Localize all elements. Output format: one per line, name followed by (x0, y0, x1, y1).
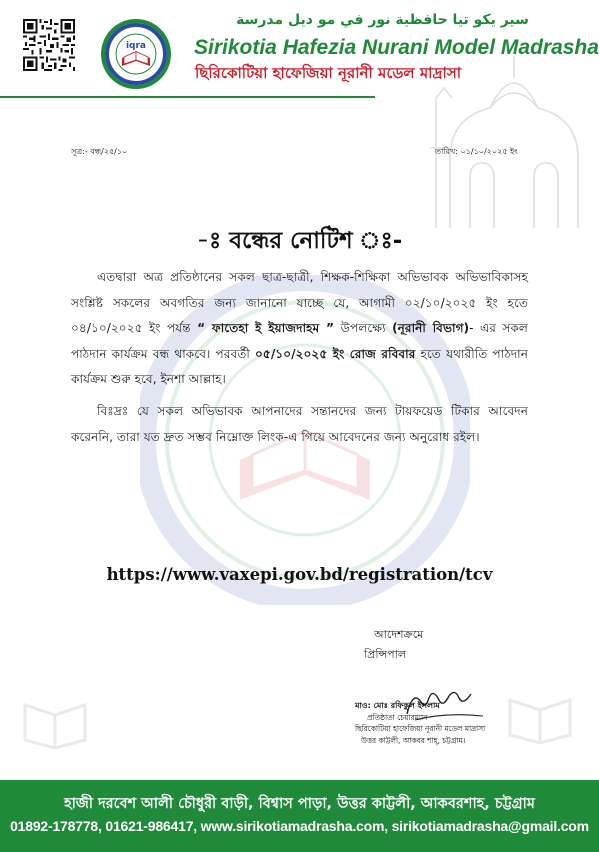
notice-date: তারিখ: ০১/১০/২০২৫ ইং (435, 147, 518, 156)
footer-contact: 01892-178778, 01621-986417, www.sirikotiamadrasha.com, sirikotiamadrasha@gmail.com (10, 818, 589, 834)
qr-code-icon (23, 19, 75, 71)
registration-link[interactable]: https://www.vaxepi.gov.bd/registration/tcv (106, 565, 493, 584)
logo-text: iqra (125, 41, 147, 51)
book-watermark-icon (20, 690, 90, 750)
official-seal (355, 700, 505, 746)
seal-address: উত্তর কাট্টলী, আকবর শাহ্, চট্টগ্রাম। (361, 735, 466, 745)
department-name: (নূরানী বিভাগ) (392, 321, 470, 336)
notice-text: উপলক্ষ্যে (334, 321, 393, 336)
madrasha-name-bangla: ছিরিকোটিয়া হাফেজিয়া নূরানী মডেল মাদ্রাসা (195, 64, 462, 82)
notice-paragraph-note: বিঃদ্রঃ যে সকল অভিভাবক আপনাদের সন্তানদের জন্য টায়ফয়েড টিকার আবেদন করেননি, তারা যত দ্রুত সম্ভব নিম্নোক্ত লিংক-এ গিয়ে আবেদনের জন্য অনুরোধ রইল। (71, 403, 528, 444)
reopen-date: ০৫/১০/২০২৫ ইং রোজ রবিবার (255, 346, 416, 361)
notice-text: হতে যথারীতি পাঠদান কার্যক্রম শুরু হবে, ইনশা আল্লাহ। (71, 346, 528, 387)
reference-number: সূত্র:- বন্ধ/২৫/১০ (71, 147, 128, 156)
book-watermark-icon (505, 685, 575, 745)
notice-paragraph-main (71, 265, 528, 393)
signatory-designation: প্রিন্সিপাল (364, 648, 407, 661)
notice-text: এতদ্বারা অত্র প্রতিষ্ঠানের সকল ছাত্র-ছাত্রী, শিক্ষক-শিক্ষিকা অভিভাবক অভিভাবিকাসহ সংশ্লিষ্ট সকলের অবগতির জন্য জানানো যাচ্ছে যে, আগামী ০২/১০/২০২৫ ইং হতে ০৪/১০/২০২৫ ইং পর্যন্ত (71, 270, 528, 336)
footer-address: হাজী দরবেশ আলী চৌধুরী বাড়ী, বিশ্বাস পাড়া, উত্তর কাট্টলী, আকবরশাহ, চট্টগ্রাম (64, 796, 535, 812)
seal-institution: ছিরিকোটিয়া হাফেজিয়া নূরানী মডেল মাদ্রাসা (355, 724, 486, 734)
header-divider (0, 96, 375, 98)
event-name: “ ফাতেহা ই ইয়াজদাহম ” (197, 321, 335, 336)
notice-text: - এর সকল পাঠদান কার্যক্রম বন্ধ থাকবে। পরবর্তী (71, 321, 529, 361)
notice-title: -ঃ বন্ধের নোটিশ ঃ- (196, 228, 403, 254)
madrasha-name-english: Sirikotia Hafezia Nurani Model Madrasha (194, 36, 599, 59)
seal-name: মাও: মোঃ রফিকুল ইসলাম (355, 701, 440, 710)
by-order-label: আদেশক্রমে (374, 628, 424, 641)
mosque-watermark-icon (430, 38, 599, 228)
seal-role: প্রতিষ্ঠাতা চেয়ারম্যান (367, 712, 428, 722)
madrasha-name-arabic: سير يكو تيا حافظية نور في مو ديل مدرسة (236, 12, 529, 28)
notice-body (71, 265, 528, 450)
madrasha-logo-icon (100, 18, 172, 90)
